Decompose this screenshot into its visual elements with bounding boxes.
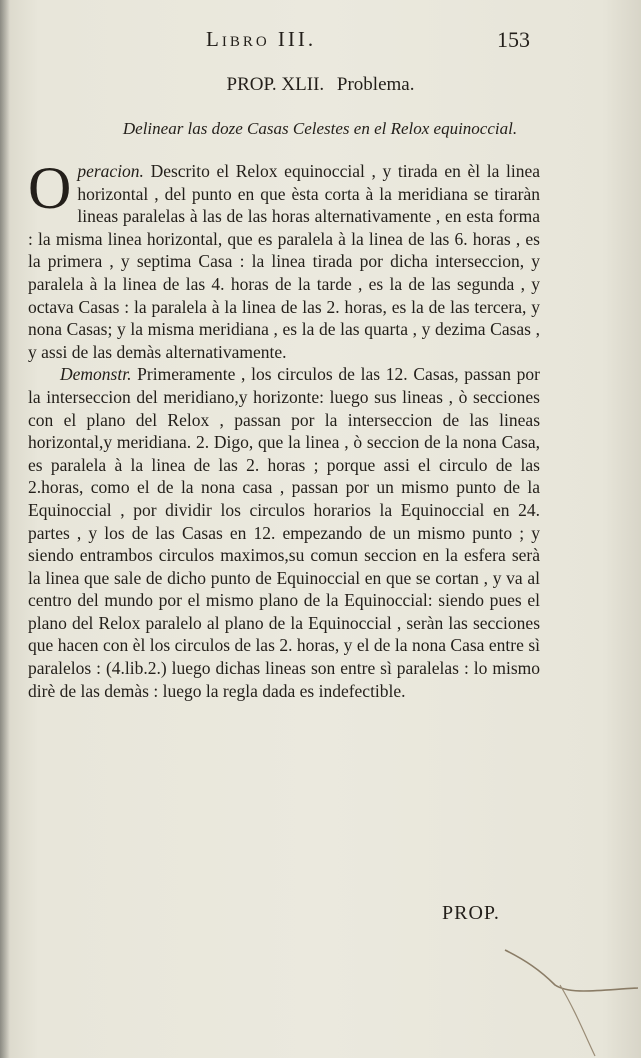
page-number: 153 — [497, 27, 530, 52]
gutter-shadow — [0, 0, 10, 1058]
paragraph-demonstracion — [28, 363, 540, 702]
paragraph-text: Primeramente , los circulos de las 12. Casas, passan por la interseccion del meridiano,y horizonte: luego sus lineas , ò secciones con el plano del Relox , passan por la interseccion de las lineas horizontal,y meridiana. 2. Digo, que la linea , ò seccion de la nona Casa, es paralela à la linea de las 2. horas ; porque assi el circulo de las 2.horas, como el de la nona casa , passan por un mismo punto de la Equinoccial , por dividir los circulos horarios la Equinoccial en 24. partes , y los de las Casas en 12. empezando de un mismo punto ; y siendo entrambos circulos maximos,su comun seccion en la esfera serà la linea que sale de dicho punto de Equinoccial en que se cortan , y va al centro del mundo por el mismo plano de la Equinoccial: siendo pues el plano del Relox paralelo al plano de la Equinoccial , seràn las secciones que hacen con èl los circulos de las 2. horas, y el de la nona Casa entre sì paralelos : (4.lib.2.) luego dichas lineas son entre sì paralelas : lo mismo dirè de las demàs : luego la regla dada es indefectible. — [28, 364, 540, 701]
paragraph-lead: peracion. — [77, 161, 144, 181]
running-head: Libro III. — [206, 27, 317, 51]
paragraph-operacion — [28, 155, 540, 363]
catchword: PROP. — [442, 902, 500, 924]
body-text — [28, 155, 540, 702]
proposition-heading — [0, 74, 641, 96]
paragraph-text: Descrito el Relox equinoccial , y tirada en èl la linea horizontal , del punto en que èsta corta à la meridiana se tiraràn lineas paralelas à las de las horas alternativamente , en esta forma : la misma linea horizontal, que es paralela à la linea de las 6. horas , es la primera , y septima Casa : la linea tirada por dicha interseccion, y paralela à la linea de las 4. horas de la tarde , es la de las segunda , y octava Casas : la paralela à la linea de las 2. horas, es la de las tercera, y nona Casas; y la misma meridiana , es la de las quarta , y dezima Casas , y assi de las demàs alternativamente. — [28, 161, 540, 362]
proposition-label: PROP. XLII. — [226, 74, 325, 95]
loose-thread — [500, 940, 641, 1058]
problem-statement: Delinear las doze Casas Celestes en el Relox equinoccial. — [122, 119, 518, 138]
proposition-kind: Problema. — [336, 74, 415, 95]
paragraph-lead: Demonstr. — [60, 364, 132, 385]
drop-cap: O — [28, 155, 72, 221]
